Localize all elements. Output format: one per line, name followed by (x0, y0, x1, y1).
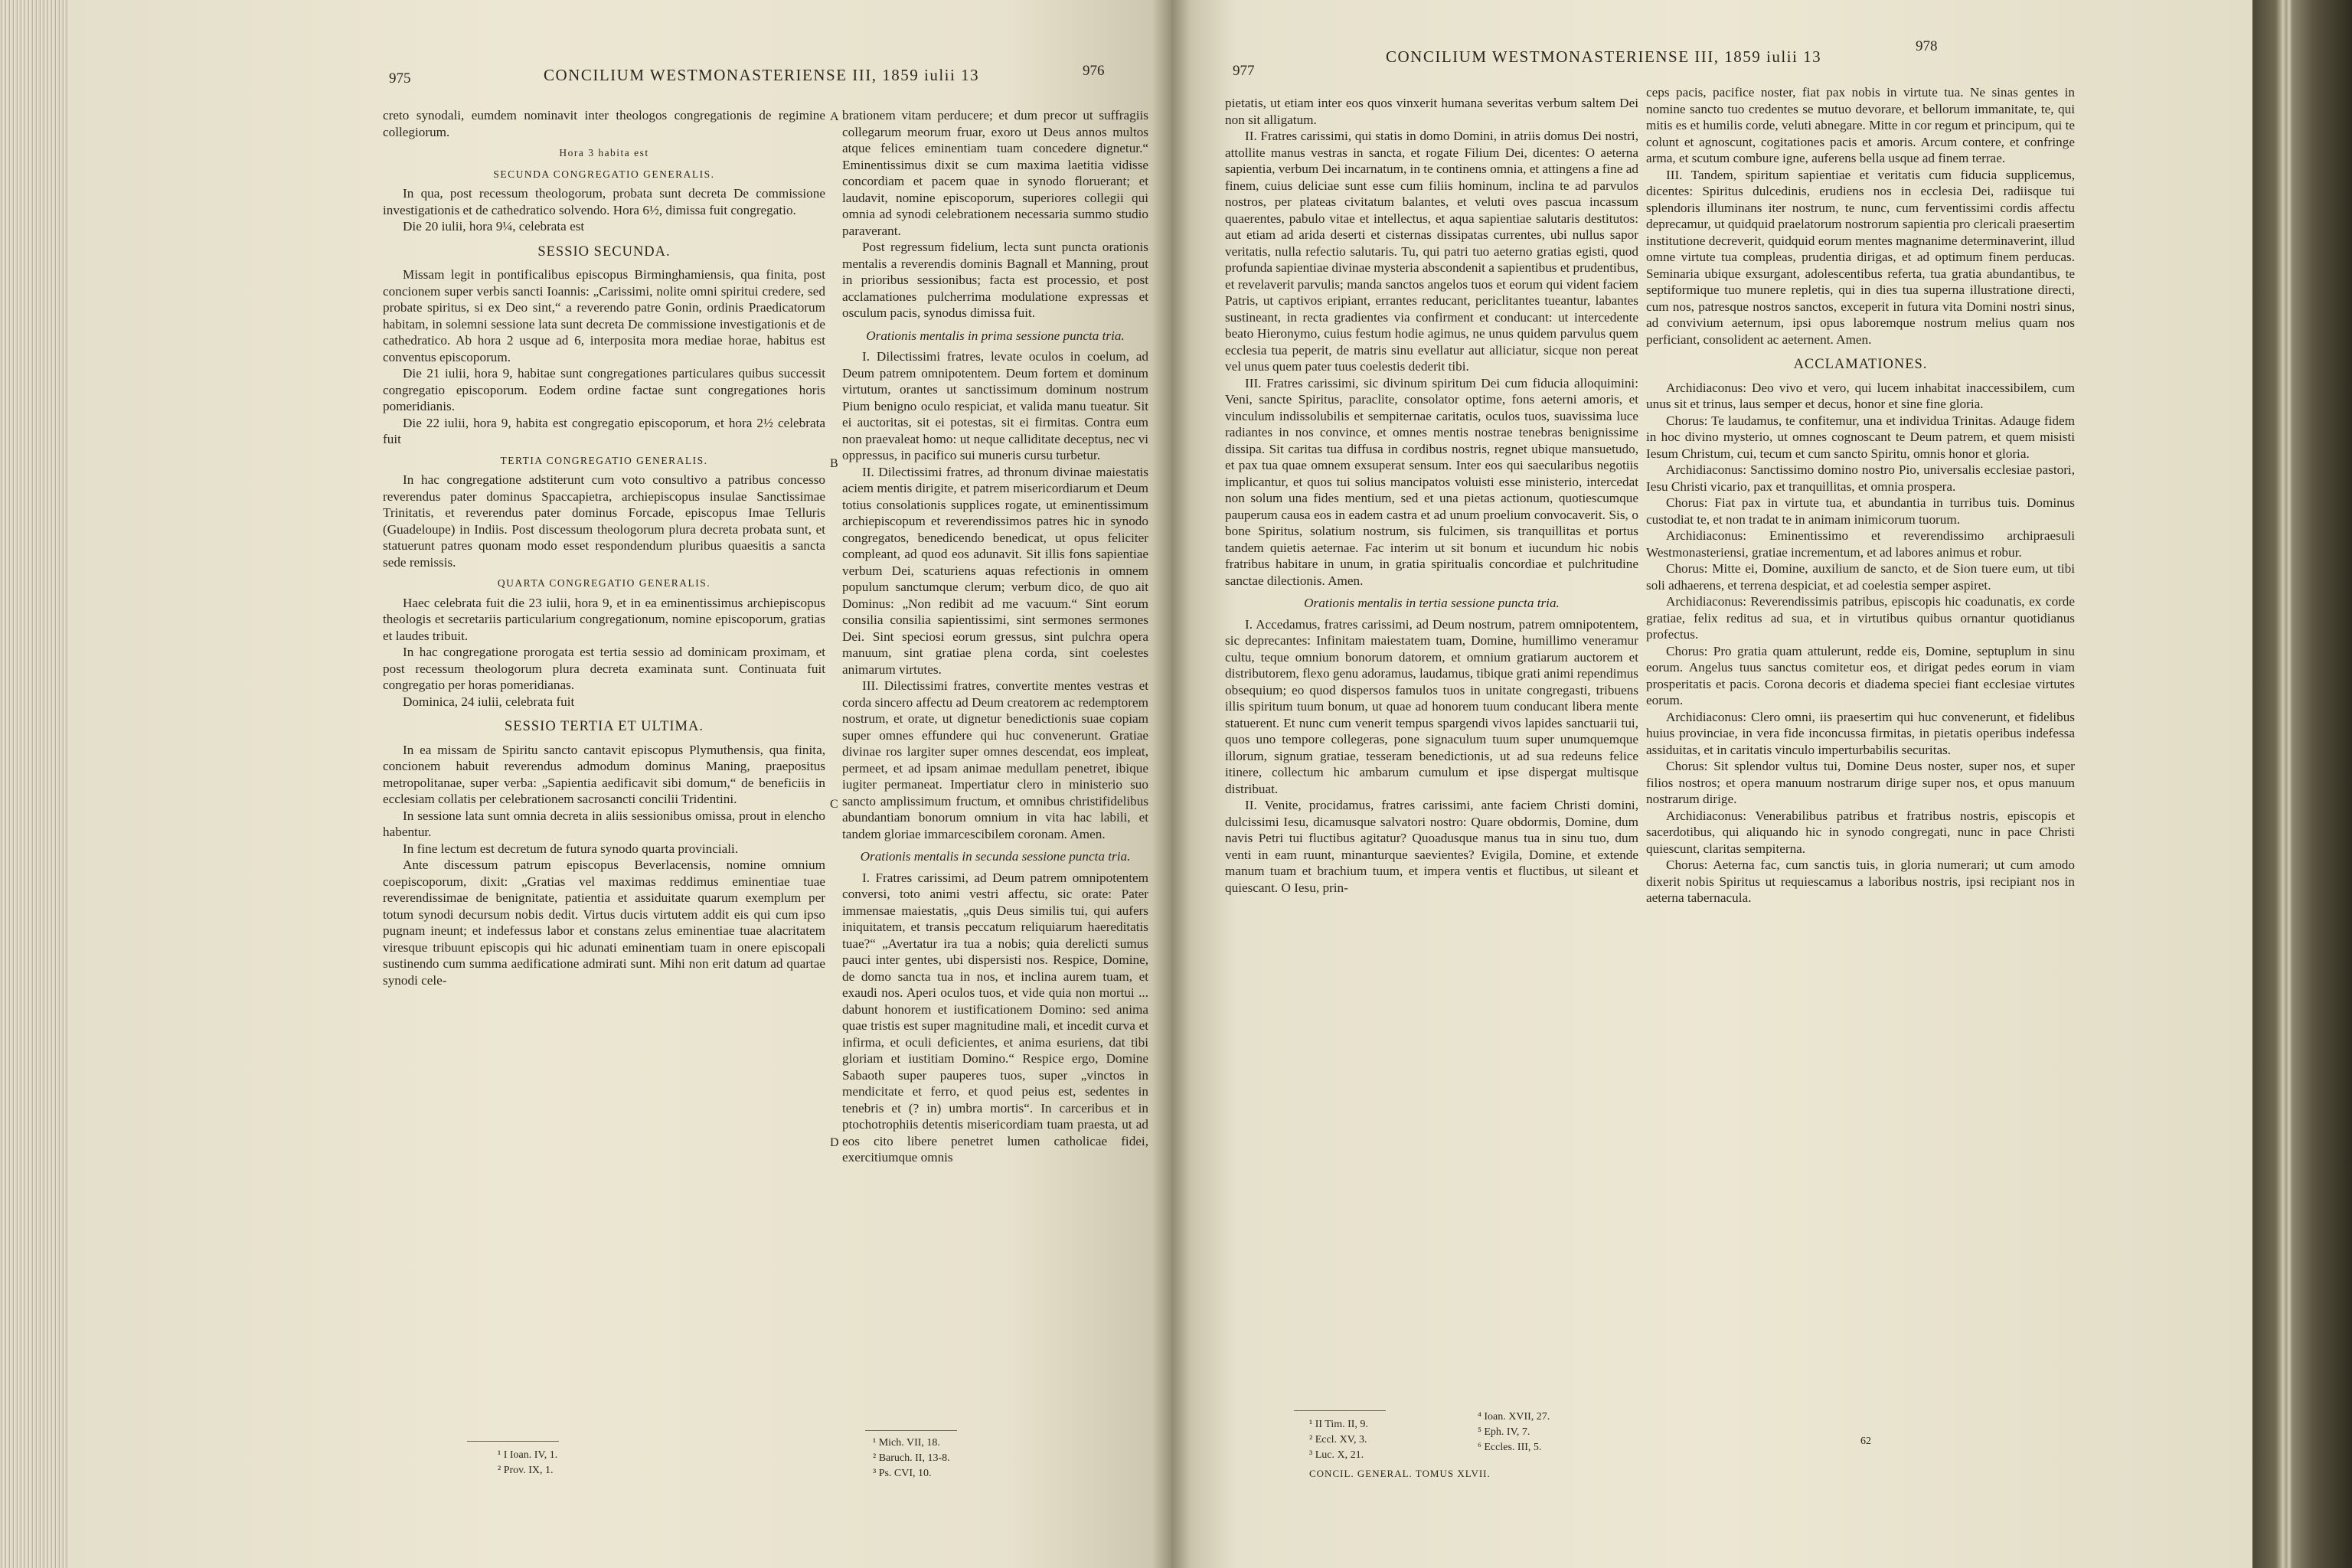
margin-letter-b: B (830, 457, 838, 470)
text-paragraph: Haec celebrata fuit die 23 iulii, hora 9, et in ea eminentissimus archiepiscopus theologis et secretariis particularium congregationum, nomine episcoporum, gratias et laudes tribuit. (383, 595, 825, 643)
text-paragraph: Chorus: Te laudamus, te confitemur, una et individua Trinitas. Adauge fidem in hoc divino mysterio, ut omnes cognoscant te Deum patrem, et quem misisti Iesum Christum, cui, tecum et cum sancto Spiritu, omnis honor et gloria. (1646, 413, 2075, 461)
column-4 (1646, 84, 2075, 906)
column-2 (842, 107, 1148, 1166)
text-paragraph: Chorus: Pro gratia quam attulerunt, redde eis, Domine, septuplum in sinu eorum. Angelus tuus sanctus comitetur eos, et dirigat pedes eorum in viam prosperitatis et pacis. Corona decoris et diadema speciei fiant ecclesiae virtutes eorum. (1646, 643, 2075, 707)
margin-letter-a: A (830, 110, 839, 123)
text-paragraph: Die 21 iulii, hora 9, habitae sunt congregationes particulares quibus successit congregatio episcoporum. Eodem ordine factae sunt congregationes horis pomeridianis. (383, 366, 825, 413)
text-paragraph: Ante discessum patrum episcopus Beverlacensis, nomine omnium coepiscoporum, dixit: „Gratias vel maximas reddimus eminentiae tuae reverendissimae de benignitate, patientia et assiduitate quarum exemplum per totum synodi decursum nobis dedit. Virtus ducis virtutem addit eis qui cum ipso pugnam ineunt; et indefessus labor et constans zelus eminentiae tuae alacritatem viresque tribuunt episcopis qui hic adunati eminentiam tuam in onere episcopali sustinendo cum summa aedificatione admirati sunt. Mihi non erit datum ad quartae synodi cele- (383, 858, 825, 988)
footnote: ² Eccl. XV, 3. (1309, 1434, 1367, 1446)
footnote-rule (1294, 1410, 1386, 1411)
footnote: ¹ I Ioan. IV, 1. (498, 1449, 558, 1461)
column-1 (383, 107, 825, 988)
text-paragraph: III. Fratres carissimi, sic divinum spiritum Dei cum fiducia alloquimini: Veni, sancte Spiritus, paraclite, consolator optime, fons aeterni amoris, et vinculum indissolubilis et sempiternae caritatis, oculos tuos, suavissima luce radiantes in nos convince, et omnes mentis nostrae tenebras benignissime dissipa. Sit caritas tua diffusa in cordibus nostris, regnet ubique mansuetudo, et pax tua quae omnem exsuperat sensum. Inter eos qui saecularibus negotiis implicantur, et quos tui solius mancipatos voluisti esse ministerio, intercedat non solum una fides mentium, sed et una pietas actionum, quotiescumque pauperum causa eos in eadem castra et ad unum proelium convocaverit. Sis, o bone Spiritus, solatium nostrum, sis fulcimen, sis tranquillitas et portus tandem quietis aeternae. Fac interim ut sit bonum et iucundum hic nobis fratribus habitare in unum, in gratia spiritualis concordiae et pulchritudine sanctae dilectionis. Amen. (1225, 375, 1638, 588)
running-header-left: CONCILIUM WESTMONASTERIENSE III, 1859 iulii 13 (544, 66, 980, 84)
page-number-975: 975 (389, 70, 411, 87)
right-page (1171, 0, 2252, 1568)
footnote: ⁵ Eph. IV, 7. (1478, 1426, 1530, 1438)
signature-number: 62 (1860, 1436, 1871, 1447)
text-paragraph: Dominica, 24 iulii, celebrata fuit (403, 694, 575, 709)
heading: SESSIO TERTIA ET ULTIMA. (505, 719, 704, 734)
text-paragraph: Die 20 iulii, hora 9¼, celebrata est (403, 219, 585, 234)
text-paragraph: I. Dilectissimi fratres, levate oculos in coelum, ad Deum patrem omnipotentem. Deum fortem et dominum virtutum, orantes ut sanctissimum dominum nostrum Pium benigno oculo respiciat, et valida manu tueatur. Sit ei auctoritas, sit ei potestas, sit ei firmitas. Contra eum non praevaleat homo: ut neque calliditate deceptus, nec vi oppressus, in pacifico sui muneris cursu turbetur. (842, 349, 1148, 462)
section-title: Orationis mentalis in prima sessione puncta tria. (866, 328, 1125, 343)
left-page-edges (0, 0, 69, 1568)
text-paragraph: Archidiaconus: Venerabilibus patribus et fratribus nostris, episcopis et sacerdotibus, qui aliquando hic in synodo congregati, nunc in pace Christi quiescunt, claritas sempiterna. (1646, 808, 2075, 856)
text-paragraph: Chorus: Aeterna fac, cum sanctis tuis, in gloria numerari; ut cum amodo dixerit nobis Spiritus ut requiescamus a laboribus nostris, ipsi recipiant nos in aeterna tabernacula. (1646, 858, 2075, 905)
footnote-rule (865, 1430, 957, 1431)
text-paragraph: Missam legit in pontificalibus episcopus Birminghamiensis, qua finita, post concionem super verbis sancti Ioannis: „Carissimi, nolite omni spiritui credere, sed probate spiritus, si ex Deo sint,“ a reverendo patre Gonin, ordinis Praedicatorum habitam, in solemni sessione lata sunt decreta De commissione investigationis et de cathedratico. Ab hora 2 usque ad 6, interposita mora mediae horae, habitus est conventus episcoporum. (383, 267, 825, 364)
margin-letter-c: C (830, 798, 838, 811)
text-paragraph: Archidiaconus: Clero omni, iis praesertim qui huc convenerunt, et fidelibus huius provinciae, in vera fide inconcussa firmitas, in pietatis operibus indefessa assiduitas, et in caritatis vinculo imperturbabilis securitas. (1646, 709, 2075, 757)
heading: TERTIA CONGREGATIO GENERALIS. (500, 454, 708, 466)
text-paragraph: In sessione lata sunt omnia decreta in aliis sessionibus omissa, prout in elencho habentur. (383, 808, 825, 839)
text-paragraph: In ea missam de Spiritu sancto cantavit episcopus Plymuthensis, qua finita, concionem habuit reverendus admodum dominus Maning, praepositus metropolitanae, super verba: „Sapientia aedificavit sibi domum,“ de beneficiis in ecclesiam collatis per celebrationem sacrosancti concilii Tridentini. (383, 742, 825, 806)
footnote: ² Prov. IX, 1. (498, 1465, 554, 1476)
footnote: ⁶ Eccles. III, 5. (1478, 1442, 1542, 1453)
footnote: ² Baruch. II, 13-8. (873, 1452, 950, 1464)
text-paragraph: I. Accedamus, fratres carissimi, ad Deum nostrum, patrem omnipotentem, sic deprecantes: Infinitam maiestatem tuam, Domine, humillimo veneramur cultu, teque omnium bonorum datorem, et omnium gratiarum auctorem et distributorem, flexo genu adoramus, laudamus, tibique grati animi rependimus obsequium; eo quod dispersos famulos tuos in unitate congregasti, tribuens illis spiritum tuum bonum, ut quae ad honorem tuum conducant libera mente statuerent. Et nunc cum venerit tempus spargendi vivos lapides sanctuarii tui, quos uno tempore collegeras, pone signaculum tuum super unumquemque illorum, signum gratiae, tesseram benedictionis, ut ad sua redeuns felice itinere, collectum hic ambarum cumulum et ipse dispergat multisque distribuat. (1225, 616, 1638, 796)
heading: SESSIO SECUNDA. (537, 243, 671, 260)
text-paragraph: III. Dilectissimi fratres, convertite mentes vestras et corda sincero affectu ad Deum creatorem ac redemptorem nostrum, et orate, ut dignetur benedictionis suae copiam super omnes effundere qui huc convenerunt. Gratiae divinae ros largiter super omnes descendat, eos impleat, permeet, et ad ipsam animae medullam penetret, ibique iugiter permaneat. Impertiatur clero in ministerio suo sancto amplissimum fructum, et omnibus christifidelibus abundantiam bonorum omnium in vita hac labili, et tandem gloriae immarcescibilem coronam. Amen. (842, 678, 1148, 841)
text-paragraph: III. Tandem, spiritum sapientiae et veritatis cum fiducia supplicemus, dicentes: Spiritus dulcedinis, erudiens nos in ecclesia Dei, radiisque tui splendoris illuminans iter nostrum, te nunc, cum ferventissimi cordis affectu deprecamur, ut quidquid praelatorum nostrorum sapientia pro clericali praesertim institutione decreverit, quidquid eorum mentes magnanime determinaverint, illud omne virtute tua compleas, prudentia dirigas, et ad optimum finem perducas. Seminaria ubique exsurgant, adolescentibus referta, tua gratia abundantibus, te septiformique tuo munere repletis, qui in dies tua superna illustratione directi, cum nos, patresque nostros sanctos, exceperit in futura vita Domini nostri sinus, ad convivium aeternum, ipsi opus laboremque nostrum melius quam nos perficiant, consolident ac aeternent. Amen. (1646, 167, 2075, 347)
text-paragraph: II. Venite, procidamus, fratres carissimi, ante faciem Christi domini, dulcissimi Iesu, dicamusque salvatori nostro: Quare obdormis, Domine, dum navis Petri tui fluctibus agitatur? Quoadusque manus tua in sinu tuo, dum venti in eam ruunt, minanturque saevientes? Evigila, Domine, et extende manum tuam et brachium tuum, et impera ventis et fluctibus, ut sileant et quiescant. O Iesu, prin- (1225, 798, 1638, 895)
footnote: ¹ II Tim. II, 9. (1309, 1419, 1368, 1430)
text-paragraph: brationem vitam perducere; et dum precor ut suffragiis collegarum meorum fruar, exoro ut Deus annos multos atque felices eminentiam tuam concedere dignetur.“ Eminentissimus dixit se cum maxima laetitia vidisse concordiam et pacem quae in synodo floruerant; et laudavit, nomine episcoporum, superiores collegii qui omnia ad synodi celebrationem necessaria summo studio paraverant. (842, 108, 1148, 238)
signature-line: CONCIL. GENERAL. TOMUS XLVII. (1309, 1468, 1491, 1479)
text-paragraph: In fine lectum est decretum de futura synodo quarta provinciali. (403, 841, 739, 856)
footnote: ³ Ps. CVI, 10. (873, 1468, 932, 1479)
left-page (69, 0, 1171, 1568)
text-paragraph: pietatis, ut etiam inter eos quos vinxerit humana severitas verbum saltem Dei non sit alligatum. (1225, 96, 1638, 127)
book-gutter (1152, 0, 1191, 1568)
text-paragraph: creto synodali, eumdem nominavit inter theologos congregationis de regimine collegiorum. (383, 108, 825, 139)
page-number-976: 976 (1083, 63, 1105, 79)
footnote-rule (467, 1441, 559, 1442)
footnote: ³ Luc. X, 21. (1309, 1449, 1364, 1461)
margin-letter-d: D (830, 1136, 839, 1149)
heading: ACCLAMATIONES. (1793, 357, 1928, 372)
heading: QUARTA CONGREGATIO GENERALIS. (497, 577, 711, 589)
text-paragraph: Post regressum fidelium, lecta sunt puncta orationis mentalis a reverendis dominis Bagnall et Manning, prout in prioribus sessionibus; facta est processio, et post acclamationes pulcherrima modulatione expressas et osculum pacis, synodus dimissa fuit. (842, 240, 1148, 320)
right-page-edges (2252, 0, 2352, 1568)
page-number-977: 977 (1233, 63, 1255, 79)
text-paragraph: Chorus: Mitte ei, Domine, auxilium de sancto, et de Sion tuere eum, ut tibi soli adhaerens, et terrena despiciat, et ad coelestia semper aspiret. (1646, 561, 2075, 593)
text-paragraph: II. Fratres carissimi, qui statis in domo Domini, in atriis domus Dei nostri, attollite manus vestras in sancta, et rogate Filium Dei, dicentes: O aeterna sapientia, verbum Dei incarnatum, in te continens omnia, et attingens a fine ad finem, cuius deliciae sunt esse cum filiis hominum, inclina te ad parvulos nostros, per plateas civitatum balantes, et veluti oves pascua incassum quaerentes, pabulo vitae et intellectus, et aqua sapientiae salutaris destitutos: aut etiam ad arida deserti et cisternas dissipatas currentes, ubi nullus sapor veritatis, nulla refectio salutaris. Tu, qui patri tuo aeterno gratias egisti, quod profunda sapientiae divinae mysteria abscondenit a sapientibus et prudentibus, et revelaverit parvulis; manda sanctos angelos tuos et eorum qui vident faciem Patris, ut captivos eripiant, errantes reducant, periclitantes tueantur, labantes sustineant, in recta gradientes via confirment et conducant: ut intercedente beato Hieronymo, cuius festum hodie agimus, ne unus quidem parvulus quem ecclesia tua peperit, de matris sinu evellatur aut alliciatur, sicque non pereat vel unus quem pater tuus coelestis dederit tibi. (1225, 129, 1638, 374)
page-number-978: 978 (1916, 38, 1938, 54)
heading: SECUNDA CONGREGATIO GENERALIS. (493, 168, 715, 180)
section-title: Orationis mentalis in tertia sessione puncta tria. (1304, 596, 1560, 610)
column-3 (1225, 95, 1638, 896)
text-paragraph: In hac congregatione adstiterunt cum voto consultivo a patribus concesso reverendus pater dominus Spaccapietra, archiepiscopus insulae Sanctissimae Trinitatis, et reverendus pater dominus Forcade, episcopus Imae Telluris (Guadeloupe) in Indiis. Post discessum theologorum plura decreta probata sunt, et statuerunt patres quonam modo esset respondendum pluribus quaesitis a sancta sede remissis. (383, 472, 825, 570)
section-title: Orationis mentalis in secunda sessione puncta tria. (860, 849, 1131, 864)
text-paragraph: Chorus: Sit splendor vultus tui, Domine Deus noster, super nos, et super filios nostros; et opera manuum nostrarum dirige super nos, et opus manuum nostrarum dirige. (1646, 759, 2075, 806)
text-paragraph: Archidiaconus: Sanctissimo domino nostro Pio, universalis ecclesiae pastori, Iesu Christi vicario, pax et tranquillitas, et omnia prospera. (1646, 462, 2075, 494)
running-header-right: CONCILIUM WESTMONASTERIENSE III, 1859 iulii 13 (1386, 47, 1822, 66)
text-paragraph: In qua, post recessum theologorum, probata sunt decreta De commissione investigationis et de cathedratico solvendo. Hora 6½, dimissa fuit congregatio. (383, 186, 825, 217)
footnote: ⁴ Ioan. XVII, 27. (1478, 1411, 1550, 1423)
text-paragraph: II. Dilectissimi fratres, ad thronum divinae maiestatis aciem mentis dirigite, et patrem misericordiarum et Deum totius consolationis supplices rogate, ut eminentissimum archiepiscopum et reverendissimos patres hic in synodo congregatos, benedicendo benedicat, ut opus feliciter compleant, ad quod eos adunavit. Sit illis fons sapientiae verbum Dei, scaturiens aquas refectionis in omnem populum sanctumque clerum; verbum dico, de quo ait Dominus: „Non redibit ad me vacuum.“ Sint eorum consilia consilia sapientissimi, sint sermones sermones Dei. Sint speciosi eorum gressus, sint pulchra opera manuum, sint gratiae plena corda, sint coelestes animarum virtutes. (842, 464, 1148, 677)
text-paragraph: ceps pacis, pacifice noster, fiat pax nobis in virtute tua. Ne sinas gentes in nomine sancto tuo credentes se mutuo devorare, et bellorum immanitate, te, qui mitis es et humilis corde, veluti abnegare. Mitte in cor regum et principum, qui te colunt et agnoscunt, cogitationes pacis et amoris. Arcum contere, et confringe arma, et scutum combure igne, auferens bella usque ad finem terrae. (1646, 85, 2075, 165)
footnote: ¹ Mich. VII, 18. (873, 1437, 940, 1449)
text-paragraph: Archidiaconus: Eminentissimo et reverendissimo archipraesuli Westmonasteriensi, gratiae incrementum, et ad labores animus et robur. (1646, 528, 2075, 560)
text-paragraph: Archidiaconus: Deo vivo et vero, qui lucem inhabitat inaccessibilem, cum unus sit et trinus, laus semper et decus, honor et sine fine gloria. (1646, 380, 2075, 411)
text-paragraph: I. Fratres carissimi, ad Deum patrem omnipotentem conversi, toto animi vestri affectu, sic orate: Pater immensae maiestatis, „quis Deus similis tui, qui aufers iniquitatem, et transis peccatum reliquiarum haereditatis tuae?“ „Avertatur ira tua a nobis; quia derelicti sumus pauci inter gentes, ubi dispersisti nos. Respice, Domine, de domo sancta tua in nos, et inclina aurem tuam, et exaudi nos. Aperi oculos tuos, et vide quia non mortui ... dabunt honorem et iustificationem Domino: sed anima quae tristis est super magnitudine mali, et incedit curva et infirma, et oculi deficientes, et anima esuriens, dat tibi gloriam et iustitiam Domino.“ Respice ergo, Domine Sabaoth super pauperes tuos, super „vinctos in mendicitate et ferro, et quod peius est, sedentes in tenebris et (? in) umbra mortis“. In carceribus et in ptochotrophiis detentis misericordiam tuam praesta, ut ad eos cito libere penetret lumen catholicae fidei, exercitiumque omnis (842, 870, 1148, 1165)
text-paragraph: In hac congregatione prorogata est tertia sessio ad dominicam proximam, et post recessum theologorum plura decreta examinata sunt. Continuata fuit congregatio per horas pomeridianas. (383, 645, 825, 692)
heading: Hora 3 habita est (559, 147, 649, 158)
text-paragraph: Chorus: Fiat pax in virtute tua, et abundantia in turribus tuis. Dominus custodiat te, et non tradat te in animam inimicorum tuorum. (1646, 495, 2075, 527)
text-paragraph: Archidiaconus: Reverendissimis patribus, episcopis hic coadunatis, ex corde gratiae, felix reditus ad sua, et in virtutibus quibus ornantur quotidianus profectus. (1646, 594, 2075, 642)
text-paragraph: Die 22 iulii, hora 9, habita est congregatio episcoporum, et hora 2½ celebrata fuit (383, 415, 825, 446)
